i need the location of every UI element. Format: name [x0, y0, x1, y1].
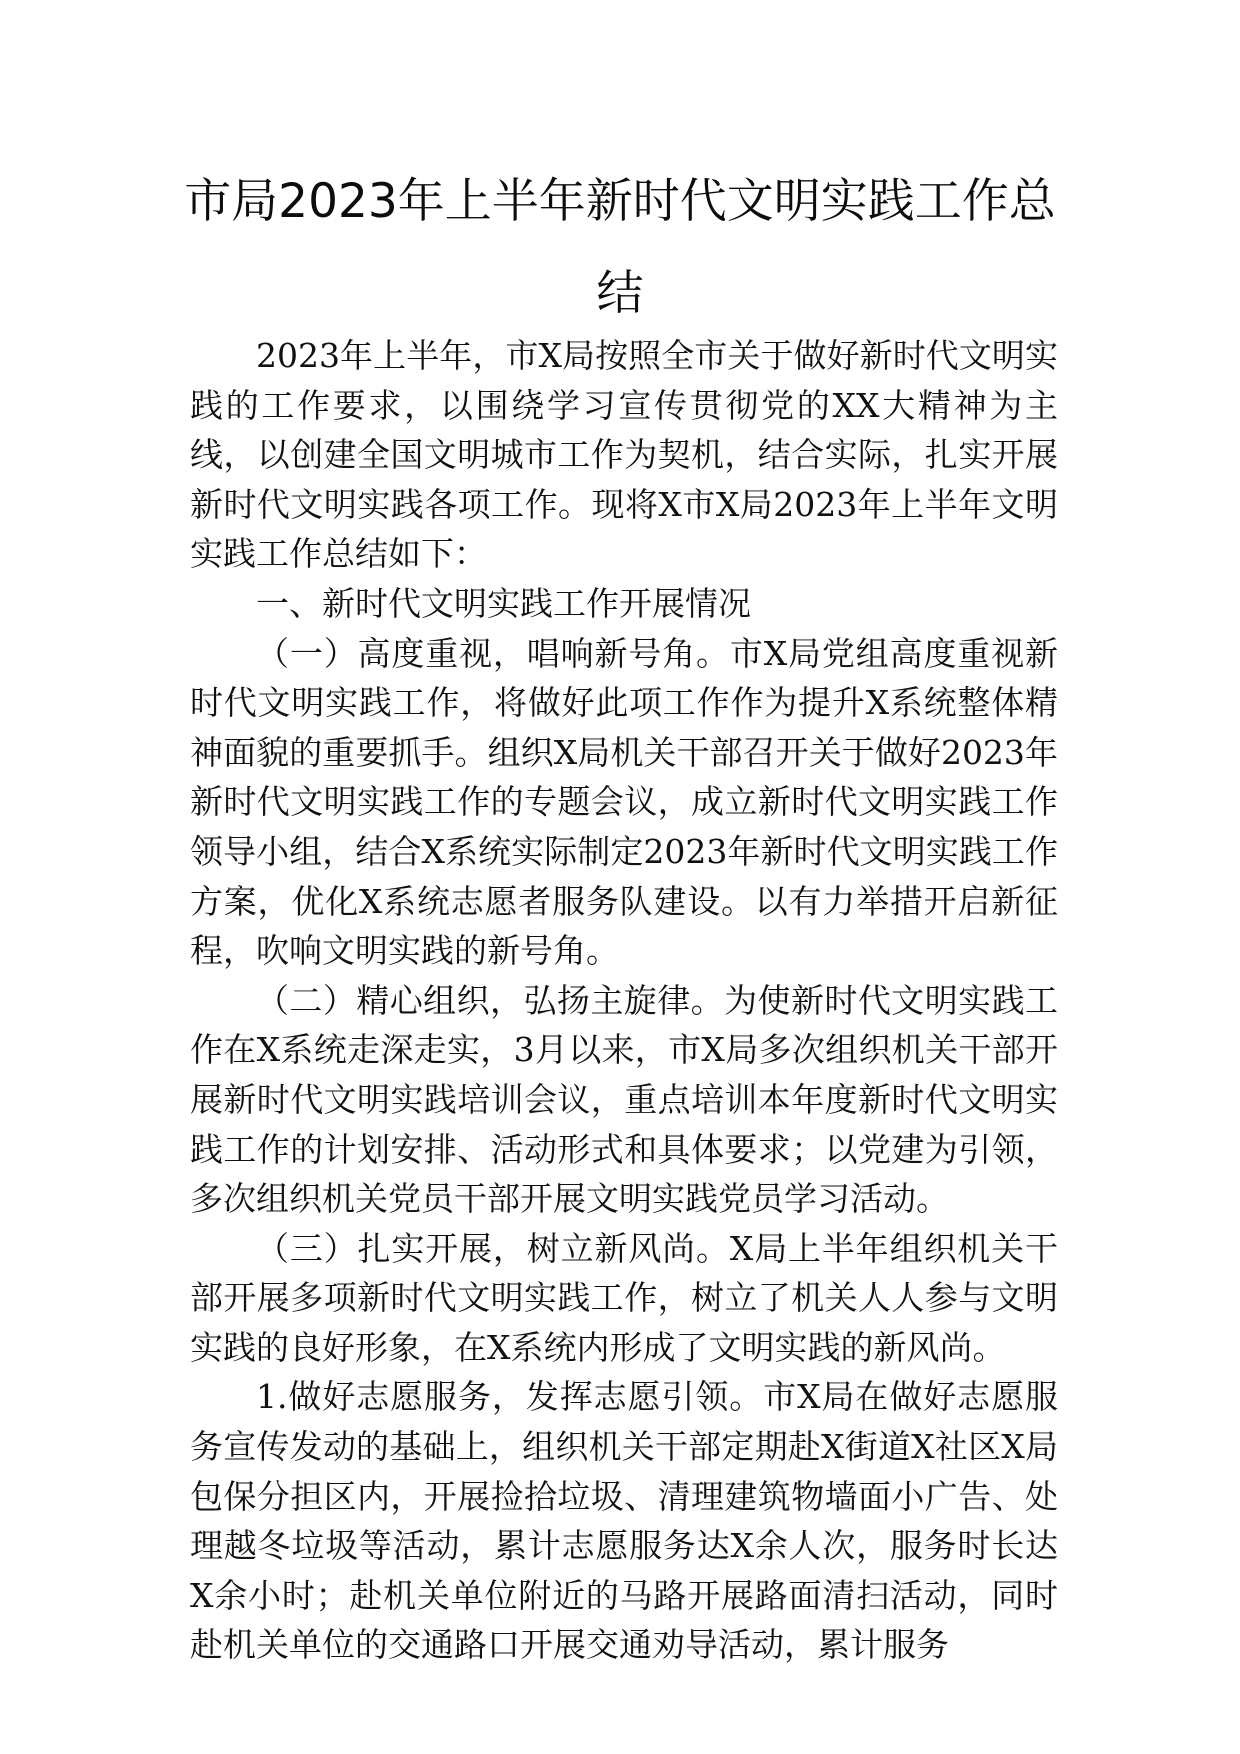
intro-paragraph: 2023年上半年，市X局按照全市关于做好新时代文明实践的工作要求，以围绕学习宣传贯彻党的XX大精神为主线，以创建全国文明城市工作为契机，结合实际，扎实开展新时代文明实践各项工作。现将X市X局2023年上半年文明实践工作总结如下： [190, 336, 1058, 574]
subsection-paragraph-1: （一）高度重视，唱响新号角。市X局党组高度重视新时代文明实践工作，将做好此项工作作为提升X系统整体精神面貌的重要抓手。组织X局机关干部召开关于做好2023年新时代文明实践工作的专题会议，成立新时代文明实践工作领导小组，结合X系统实际制定2023年新时代文明实践工作方案，优化X系统志愿者服务队建设。以有力举措开启新征程，吹响文明实践的新号角。 [190, 633, 1058, 971]
subsection-paragraph-3: （三）扎实开展，树立新风尚。X局上半年组织机关干部开展多项新时代文明实践工作，树立了机关人人参与文明实践的良好形象，在X系统内形成了文明实践的新风尚。 [190, 1228, 1058, 1367]
item-paragraph-1: 1.做好志愿服务，发挥志愿引领。市X局在做好志愿服务宣传发动的基础上，组织机关干部定期赴X街道X社区X局包保分担区内，开展捡拾垃圾、清理建筑物墙面小广告、处理越冬垃圾等活动，累计志愿服务达X余人次，服务时长达X余小时；赴机关单位附近的马路开展路面清扫活动，同时赴机关单位的交通路口开展交通劝导活动，累计服务 [190, 1377, 1058, 1665]
document-body [190, 331, 1058, 1670]
document-title: 市局2023年上半年新时代文明实践工作总结 [184, 174, 1056, 321]
section-heading: 一、新时代文明实践工作开展情况 [256, 583, 751, 623]
subsection-paragraph-2: （二）精心组织，弘扬主旋律。为使新时代文明实践工作在X系统走深走实，3月以来，市X局多次组织机关干部开展新时代文明实践培训会议，重点培训本年度新时代文明实践工作的计划安排、活动形式和具体要求；以党建为引领，多次组织机关党员干部开展文明实践党员学习活动。 [190, 980, 1058, 1219]
